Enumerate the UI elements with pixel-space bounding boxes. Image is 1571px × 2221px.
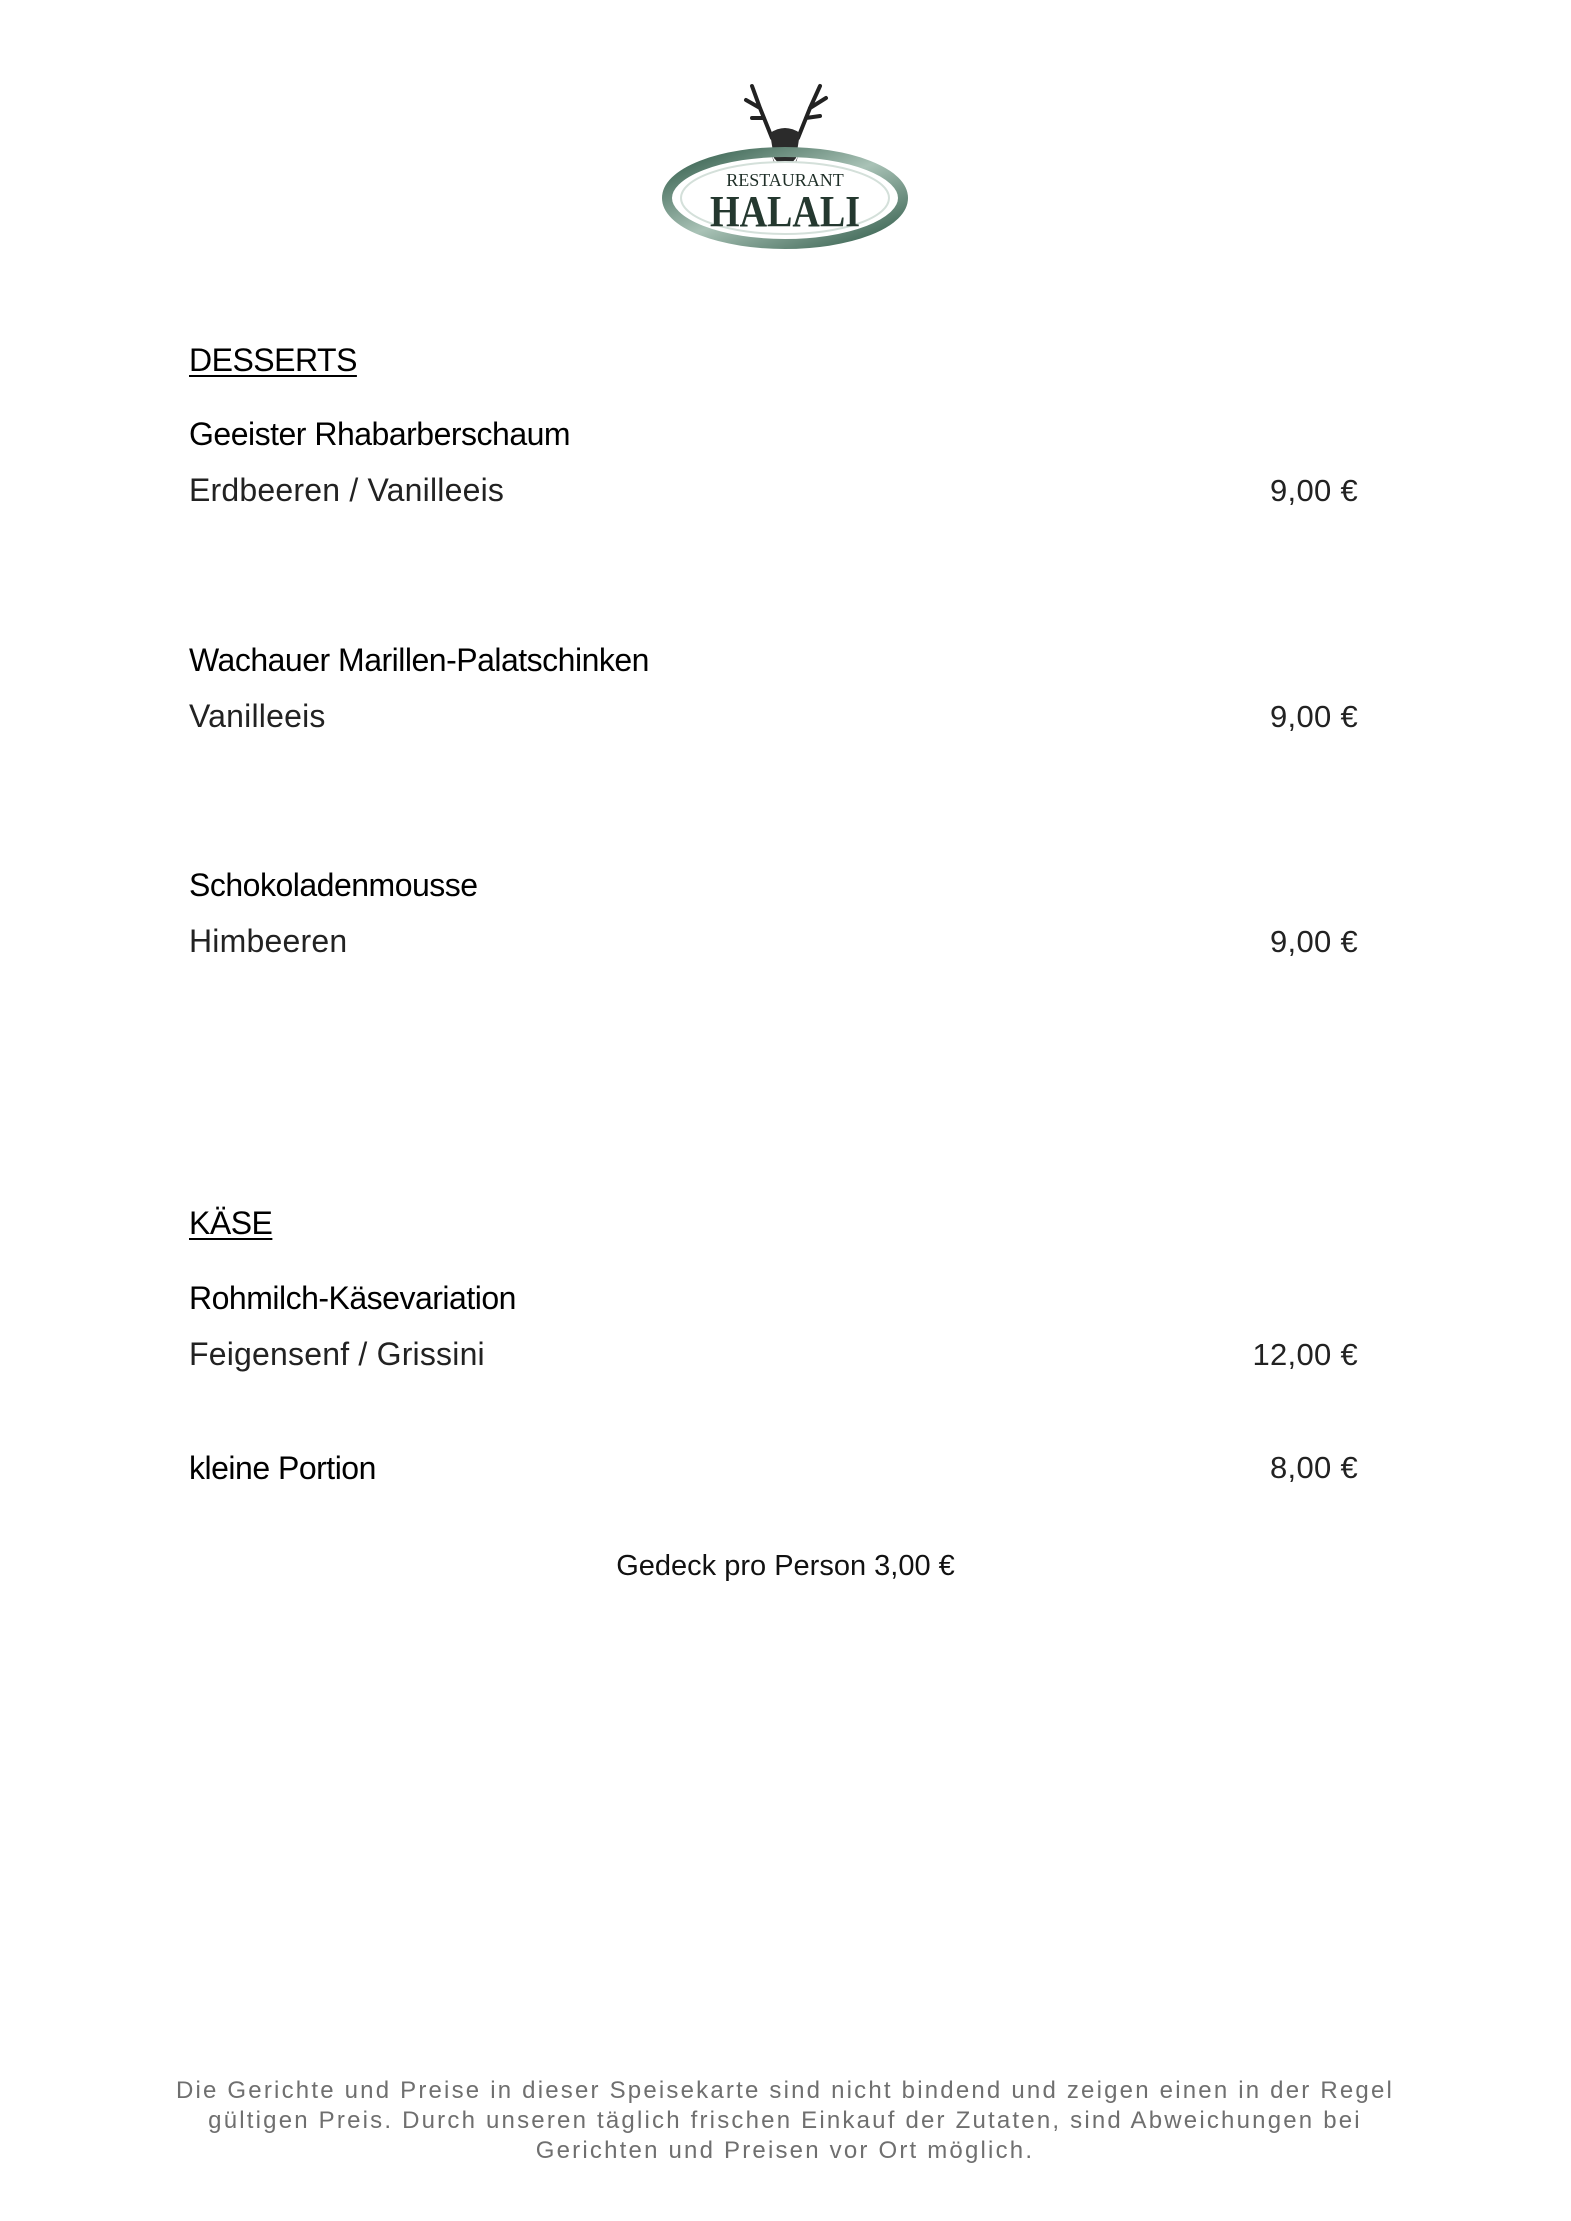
dish-description: Erdbeeren / Vanilleeis: [189, 472, 505, 508]
dish-description: Himbeeren: [189, 923, 348, 959]
footer-disclaimer: Die Gerichte und Preise in dieser Speisekarte sind nicht bindend und zeigen einen in der Regel gültigen Preis. Durch unseren täglich frischen Einkauf der Zutaten, sind Abweichungen bei Gerichten und Preisen vor Ort möglich.: [175, 2077, 1395, 2164]
dish-description: Vanilleeis: [189, 698, 326, 734]
dish-price: 8,00 €: [1270, 1450, 1358, 1485]
section-title-kaese: KÄSE: [189, 1205, 273, 1241]
dish-name: Rohmilch-Käsevariation: [189, 1280, 516, 1316]
stag-emblem-icon: [660, 78, 910, 253]
dish-name: Geeister Rhabarberschaum: [189, 416, 571, 452]
dish-price: 12,00 €: [1252, 1337, 1358, 1372]
section-title-desserts: DESSERTS: [189, 342, 357, 378]
dish-name: kleine Portion: [189, 1450, 376, 1486]
svg-text:HALALI: HALALI: [710, 187, 860, 236]
dish-price: 9,00 €: [1270, 473, 1358, 508]
dish-name: Wachauer Marillen-Palatschinken: [189, 642, 649, 678]
dish-description: Feigensenf / Grissini: [189, 1336, 485, 1372]
cover-charge: Gedeck pro Person 3,00 €: [616, 1550, 955, 1582]
dish-price: 9,00 €: [1270, 699, 1358, 734]
dish-name: Schokoladenmousse: [189, 867, 478, 903]
dish-price: 9,00 €: [1270, 924, 1358, 959]
svg-text:RESTAURANT: RESTAURANT: [726, 170, 844, 190]
restaurant-logo: [660, 78, 910, 253]
